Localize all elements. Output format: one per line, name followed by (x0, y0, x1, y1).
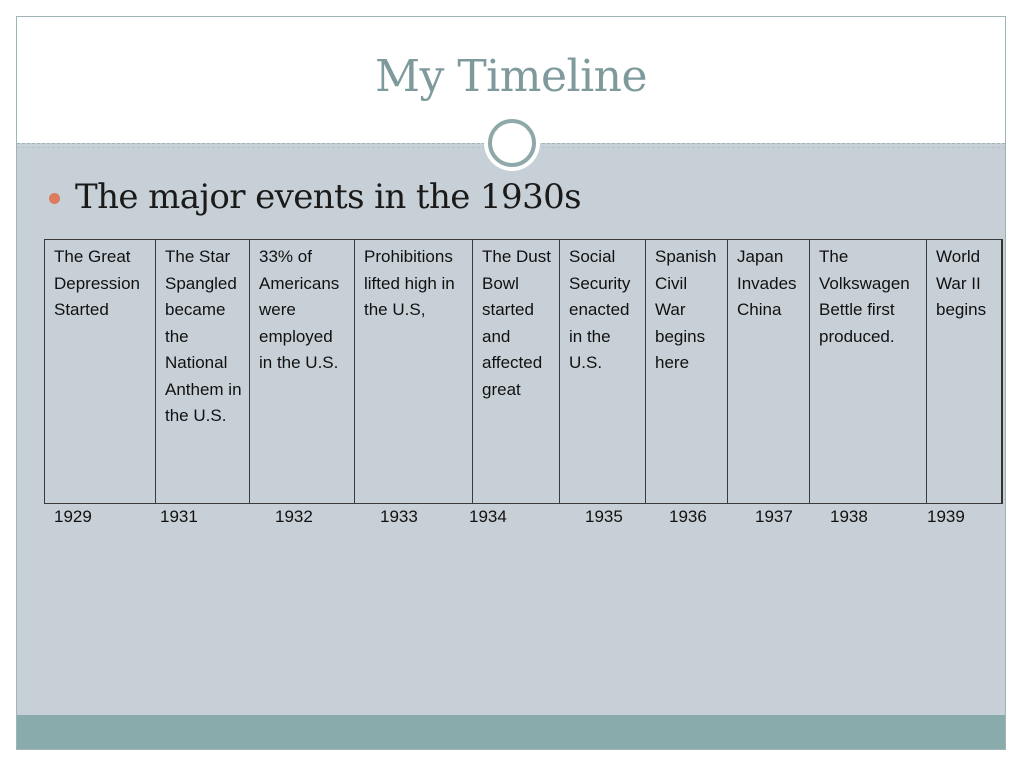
event-cell-1939: World War II begins (927, 240, 1002, 504)
slide-title: My Timeline (374, 51, 648, 102)
year-label: 1932 (275, 507, 313, 526)
event-cell-1929: The Great Depression Started (45, 240, 156, 504)
bullet-text: The major events in the 1930s (75, 177, 581, 217)
timeline-row (45, 240, 1002, 504)
event-cell-1932: 33% of Americans were employed in the U.S. (250, 240, 355, 504)
year-label: 1929 (54, 507, 92, 526)
year-label: 1938 (830, 507, 868, 526)
bullet-dot-icon (49, 193, 60, 204)
event-cell-1938: The Volkswagen Bettle first produced. (810, 240, 927, 504)
event-cell-1931: The Star Spangled became the National Anthem in the U.S. (156, 240, 250, 504)
event-cell-1937: Japan Invades China (728, 240, 810, 504)
slide (16, 16, 1006, 750)
event-cell-1935: Social Security enacted in the U.S. (560, 240, 646, 504)
year-label: 1931 (160, 507, 198, 526)
timeline-table (44, 239, 1003, 504)
year-label: 1934 (469, 507, 507, 526)
footer-bar (17, 715, 1005, 749)
year-label: 1936 (669, 507, 707, 526)
event-cell-1936: Spanish Civil War begins here (646, 240, 728, 504)
year-label: 1939 (927, 507, 965, 526)
year-labels (17, 507, 1005, 531)
divider-circle-icon (488, 119, 536, 167)
year-label: 1935 (585, 507, 623, 526)
year-label: 1937 (755, 507, 793, 526)
event-cell-1933: Prohibitions lifted high in the U.S, (355, 240, 473, 504)
event-cell-1934: The Dust Bowl started and affected great (473, 240, 560, 504)
bullet-item (49, 177, 581, 217)
year-label: 1933 (380, 507, 418, 526)
